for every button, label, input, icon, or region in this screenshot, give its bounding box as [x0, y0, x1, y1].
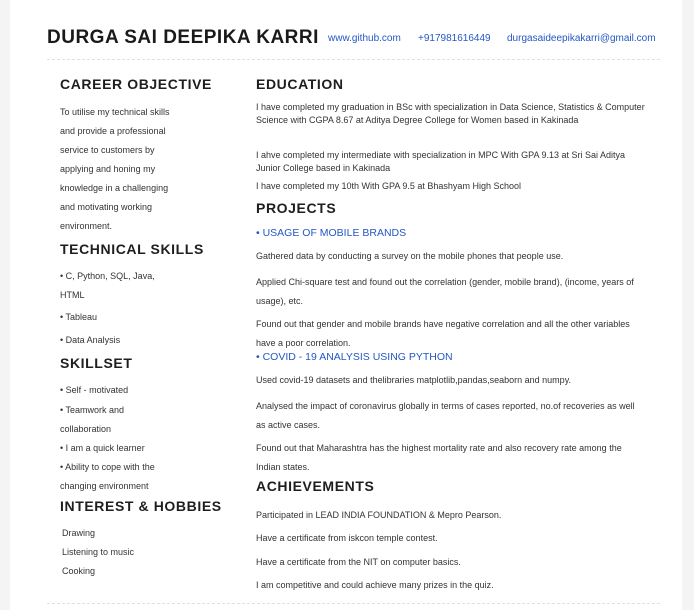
project-paragraph: Analysed the impact of coronavirus globally in terms of cases reported, no.of recoveries as well as active cases. [256, 401, 635, 430]
achievement-item: Participated in LEAD INDIA FOUNDATION & Mepro Pearson. [256, 510, 502, 520]
achievements-heading: ACHIEVEMENTS [256, 478, 375, 494]
project-paragraph: Gathered data by conducting a survey on the mobile phones that people use. [256, 251, 564, 261]
header-divider [47, 59, 660, 60]
project-title: • USAGE OF MOBILE BRANDS [256, 227, 407, 239]
objective-line: and motivating working [60, 202, 153, 212]
skillset-item: • Ability to cope with the [60, 462, 155, 472]
education-item: I have completed my graduation in BSc with specialization in Data Science, Statistics & Computer Science with CGPA 8.67 at Aditya Degree College for Women based in Kakinada [256, 102, 645, 125]
skill-item: • Tableau [60, 312, 98, 322]
skillset-item: collaboration [60, 424, 112, 434]
skillset-item: changing environment [60, 481, 149, 491]
resume-header [47, 27, 682, 57]
objective-line: applying and honing my [60, 164, 156, 174]
objective-line: To utilise my technical skills [60, 107, 170, 117]
technical-skills-heading: TECHNICAL SKILLS [60, 241, 204, 257]
interest-hobbies-heading: INTEREST & HOBBIES [60, 498, 222, 514]
project-paragraph: Found out that Maharashtra has the highest mortality rate and also recovery rate among the Indian states. [256, 443, 622, 472]
achievement-item: Have a certificate from the NIT on computer basics. [256, 557, 461, 567]
email-link[interactable]: durgasaideepikakarri@gmail.com [507, 33, 656, 44]
objective-line: service to customers by [60, 145, 155, 155]
education-item: I have completed my 10th With GPA 9.5 at Bhashyam High School [256, 181, 521, 191]
phone-link[interactable]: +917981616449 [418, 33, 491, 44]
achievement-item: Have a certificate from iskcon temple contest. [256, 533, 438, 543]
objective-line: environment. [60, 221, 113, 231]
objective-line: and provide a professional [60, 126, 166, 136]
skillset-item: • Self - motivated [60, 385, 129, 395]
career-objective-heading: CAREER OBJECTIVE [60, 76, 212, 92]
skillset-item: • I am a quick learner [60, 443, 145, 453]
project-paragraph: Applied Chi-square test and found out the correlation (gender, mobile brand), (income, years of usage), etc. [256, 277, 634, 306]
skill-item: • Data Analysis [60, 335, 121, 345]
skill-item: HTML [60, 290, 85, 300]
skillset-heading: SKILLSET [60, 355, 133, 371]
projects-heading: PROJECTS [256, 200, 337, 216]
project-paragraph: Used covid-19 datasets and thelibraries matplotlib,pandas,seaborn and numpy. [256, 375, 572, 385]
hobby-item: Cooking [62, 566, 96, 576]
project-title: • COVID - 19 ANALYSIS USING PYTHON [256, 351, 453, 363]
candidate-name: DURGA SAI DEEPIKA KARRI [47, 27, 319, 48]
skill-item: • C, Python, SQL, Java, [60, 271, 155, 281]
achievement-item: I am competitive and could achieve many prizes in the quiz. [256, 580, 494, 590]
hobby-item: Drawing [62, 528, 96, 538]
education-item: I ahve completed my intermediate with specialization in MPC With GPA 9.13 at Sri Sai Aditya Junior College based in Kakinada [256, 150, 625, 173]
resume-page [10, 0, 682, 610]
education-heading: EDUCATION [256, 76, 344, 92]
hobby-item: Listening to music [62, 547, 135, 557]
website-link[interactable]: www.github.com [328, 33, 401, 44]
objective-line: knowledge in a challenging [60, 183, 169, 193]
footer-divider [47, 603, 660, 604]
project-paragraph: Found out that gender and mobile brands have negative correlation and all the other variables have a poor correlation. [256, 319, 630, 348]
skillset-item: • Teamwork and [60, 405, 125, 415]
